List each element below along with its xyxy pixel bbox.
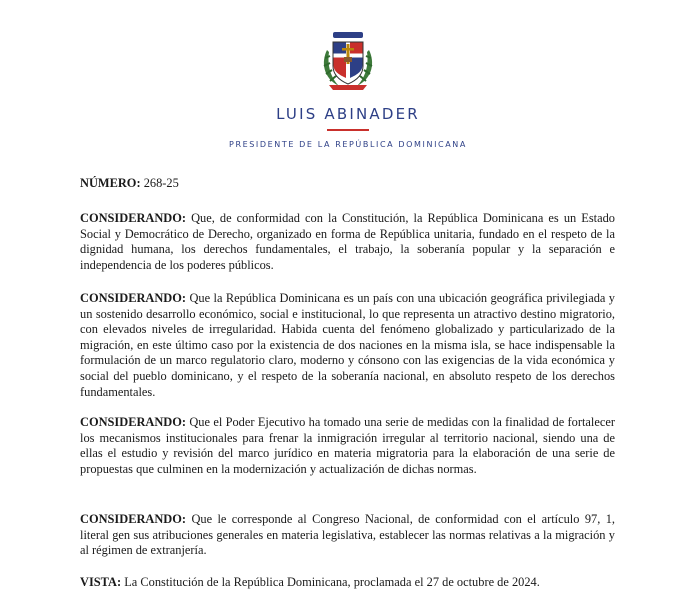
considerando-paragraph-1 bbox=[80, 211, 615, 273]
coat-of-arms-icon bbox=[319, 28, 377, 92]
letterhead-name: LUIS ABINADER bbox=[276, 105, 420, 123]
letterhead-divider bbox=[327, 129, 369, 131]
considerando-paragraph-2 bbox=[80, 291, 615, 400]
paragraph-label: CONSIDERANDO: bbox=[80, 415, 187, 429]
considerando-paragraph-4 bbox=[80, 512, 615, 559]
paragraph-label: VISTA: bbox=[80, 575, 122, 589]
considerando-paragraph-3 bbox=[80, 415, 615, 477]
paragraph-label: CONSIDERANDO: bbox=[80, 211, 187, 225]
decree-number-label: NÚMERO: bbox=[80, 176, 141, 190]
paragraph-text: Que la República Dominicana es un país con una ubicación geográfica privilegiada y un sostenido desarrollo económico, social e institucional, lo que representa un atractivo destino migratorio, con elevados niveles de irregularidad. Habida cuenta del fenómeno globalizado y particularizado de la migración, en este último caso por la existencia de dos naciones en la misma isla, se hace indispensable la formulación de un marco regulatorio claro, moderno y cónsono con las exigencias de la vida económica y social del pueblo dominicano, y el respeto de la soberanía nacional, en absoluto respeto de los derechos fundamentales. bbox=[80, 291, 615, 399]
paragraph-text: Que, de conformidad con la Constitución, la República Dominicana es un Estado Social y Democrático de Derecho, organizado en forma de República unitaria, fundado en el respeto de la dignidad humana, los derechos fundamentales, el trabajo, la soberanía popular y la separación e independencia de los poderes públicos. bbox=[80, 211, 615, 272]
letterhead-title: PRESIDENTE DE LA REPÚBLICA DOMINICANA bbox=[229, 140, 467, 149]
decree-number-value: 268-25 bbox=[143, 176, 179, 190]
paragraph-label: CONSIDERANDO: bbox=[80, 291, 187, 305]
vista-paragraph bbox=[80, 575, 615, 591]
paragraph-text: Que le corresponde al Congreso Nacional, de conformidad con el artículo 97, 1, literal gen sus atribuciones generales en materia legislativa, establecer las normas relativas a la migración y al régimen de extranjería. bbox=[80, 512, 615, 558]
paragraph-text: La Constitución de la República Dominicana, proclamada el 27 de octubre de 2024. bbox=[124, 575, 540, 589]
decree-number bbox=[80, 176, 179, 191]
paragraph-text: Que el Poder Ejecutivo ha tomado una serie de medidas con la finalidad de fortalecer los mecanismos institucionales para frenar la inmigración irregular al territorio nacional, siendo una de ellas el estudio y revisión del marco jurídico en materia migratoria para la elaboración de una serie de propuestas que culminen en la modernización y actualización de dichas normas. bbox=[80, 415, 615, 476]
paragraph-label: CONSIDERANDO: bbox=[80, 512, 187, 526]
